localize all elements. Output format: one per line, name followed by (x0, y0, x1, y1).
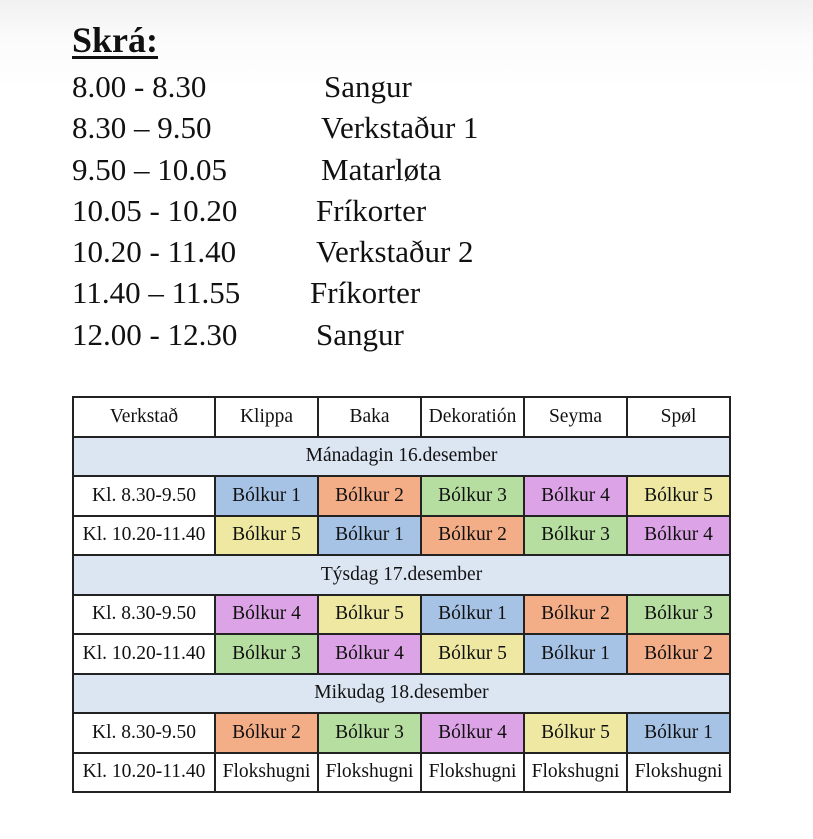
table-row (73, 753, 730, 793)
day-label: Mánadagin 16.desember (73, 437, 730, 477)
group-cell: Bólkur 5 (421, 634, 524, 674)
schedule-time: 8.30 – 9.50 (72, 110, 212, 146)
group-cell: Bólkur 3 (421, 476, 524, 516)
group-cell: Bólkur 5 (627, 476, 730, 516)
group-cell: Bólkur 5 (524, 713, 627, 753)
page-title: Skrá: (72, 20, 159, 60)
workshop-table (72, 396, 731, 793)
group-cell: Bólkur 2 (627, 634, 730, 674)
group-cell: Bólkur 4 (421, 713, 524, 753)
group-cell: Flokshugni (627, 753, 730, 793)
table-row (73, 713, 730, 753)
group-cell: Bólkur 5 (318, 595, 421, 635)
schedule-time: 12.00 - 12.30 (72, 316, 238, 352)
day-row (73, 674, 730, 714)
schedule-activity: Sangur (316, 316, 404, 352)
schedule-activity: Verkstaður 1 (321, 110, 479, 146)
time-cell: Kl. 10.20-11.40 (73, 634, 215, 674)
schedule-time: 10.20 - 11.40 (72, 234, 237, 270)
schedule-activity: Fríkorter (316, 192, 427, 228)
group-cell: Bólkur 4 (524, 476, 627, 516)
day-row (73, 437, 730, 477)
group-cell: Flokshugni (524, 753, 627, 793)
time-cell: Kl. 8.30-9.50 (73, 713, 215, 753)
group-cell: Bólkur 2 (318, 476, 421, 516)
group-cell: Bólkur 2 (524, 595, 627, 635)
table-row (73, 516, 730, 556)
schedule-activity: Fríkorter (310, 275, 421, 311)
table-row (73, 476, 730, 516)
group-cell: Bólkur 3 (215, 634, 318, 674)
group-cell: Bólkur 2 (421, 516, 524, 556)
header-cell: Verkstað (73, 397, 215, 437)
group-cell: Bólkur 3 (627, 595, 730, 635)
day-label: Mikudag 18.desember (73, 674, 730, 714)
group-cell: Bólkur 4 (318, 634, 421, 674)
time-cell: Kl. 10.20-11.40 (73, 753, 215, 793)
schedule-time: 10.05 - 10.20 (72, 192, 238, 228)
group-cell: Bólkur 2 (215, 713, 318, 753)
table-row (73, 634, 730, 674)
header-cell: Baka (318, 397, 421, 437)
table-row (73, 595, 730, 635)
day-label: Týsdag 17.desember (73, 555, 730, 595)
header-cell: Spøl (627, 397, 730, 437)
group-cell: Bólkur 1 (524, 634, 627, 674)
group-cell: Flokshugni (318, 753, 421, 793)
group-cell: Bólkur 3 (524, 516, 627, 556)
group-cell: Bólkur 4 (215, 595, 318, 635)
time-cell: Kl. 8.30-9.50 (73, 476, 215, 516)
header-cell: Klippa (215, 397, 318, 437)
group-cell: Bólkur 5 (215, 516, 318, 556)
schedule-time: 8.00 - 8.30 (72, 69, 207, 104)
header-cell: Seyma (524, 397, 627, 437)
group-cell: Bólkur 1 (627, 713, 730, 753)
table-header-row (73, 397, 730, 437)
time-cell: Kl. 8.30-9.50 (73, 595, 215, 635)
group-cell: Bólkur 1 (421, 595, 524, 635)
schedule-time: 9.50 – 10.05 (72, 151, 227, 187)
day-row (73, 555, 730, 595)
group-cell: Flokshugni (215, 753, 318, 793)
group-cell: Bólkur 3 (318, 713, 421, 753)
group-cell: Bólkur 4 (627, 516, 730, 556)
group-cell: Bólkur 1 (318, 516, 421, 556)
schedule-activity: Verkstaður 2 (316, 234, 474, 270)
time-cell: Kl. 10.20-11.40 (73, 516, 215, 556)
group-cell: Flokshugni (421, 753, 524, 793)
schedule-time: 11.40 – 11.55 (72, 275, 241, 311)
schedule-activity: Matarløta (321, 151, 442, 187)
header-cell: Dekoratión (421, 397, 524, 437)
group-cell: Bólkur 1 (215, 476, 318, 516)
schedule-activity: Sangur (324, 69, 412, 104)
